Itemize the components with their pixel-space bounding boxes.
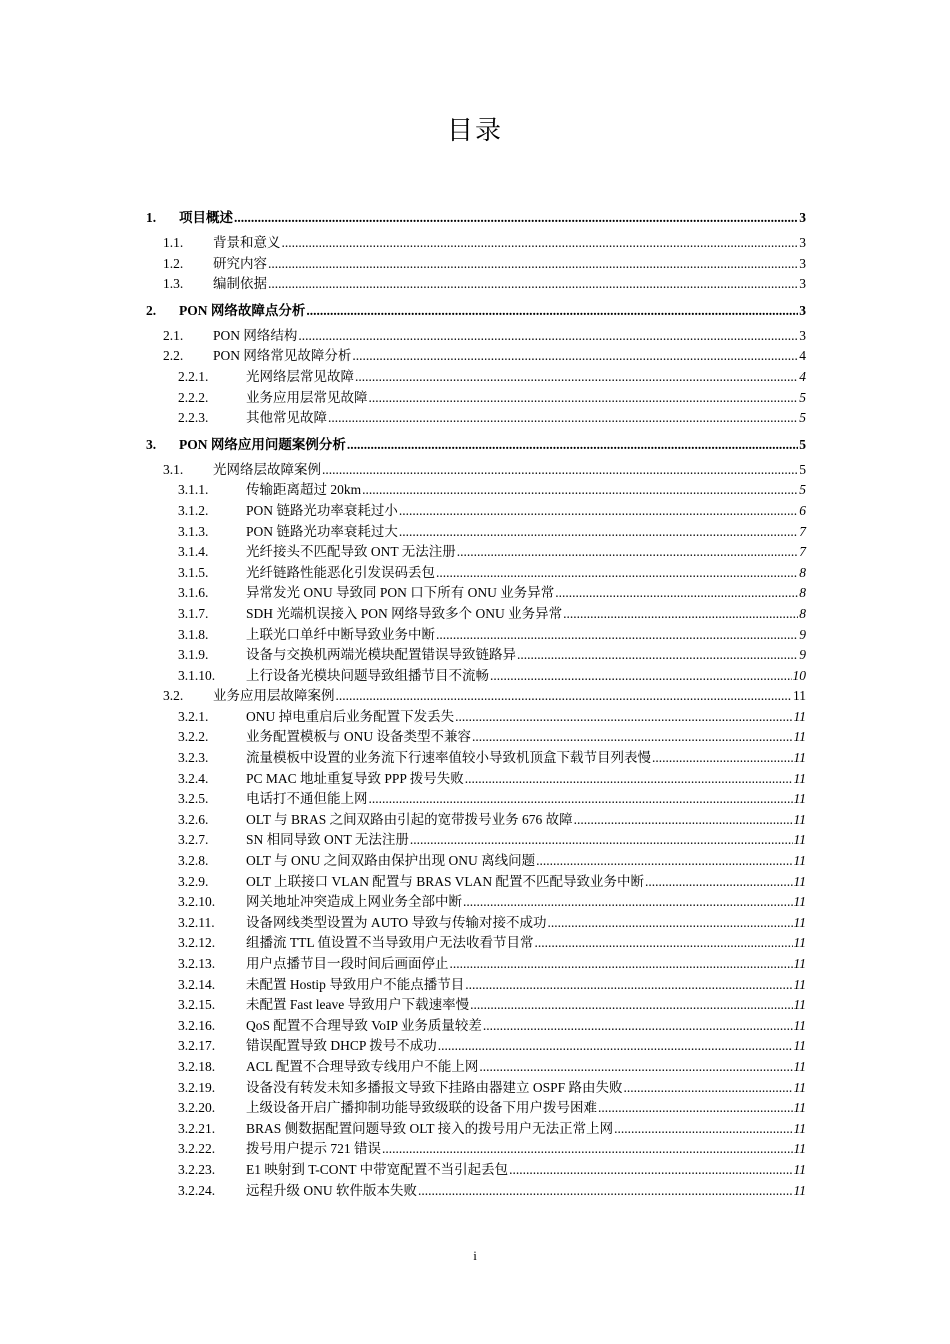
dot-leader [450, 954, 793, 975]
dot-leader [369, 789, 793, 810]
toc-entry-title: E1 映射到 T-CONT 中带宽配置不当引起丢包 [246, 1161, 509, 1177]
toc-entry-title: 组播流 TTL 值设置不当导致用户无法收看节目常 [246, 935, 534, 951]
dot-leader [535, 933, 793, 954]
dot-leader [563, 604, 798, 625]
dot-leader [517, 645, 798, 666]
toc-entry[interactable] [146, 954, 806, 975]
toc-entry-number: 3.2.13. [178, 956, 216, 971]
toc-entry-title: 网关地址冲突造成上网业务全部中断 [246, 894, 462, 910]
toc-entry-title: 设备与交换机两端光模块配置错误导致链路异 [246, 647, 516, 663]
toc-entry-page: 11 [793, 708, 806, 724]
toc-entry-number: 3.1.2. [178, 502, 209, 518]
toc-entry-page: 11 [793, 1079, 806, 1095]
toc-entry-page: 3 [799, 255, 806, 271]
toc-entry[interactable] [146, 851, 806, 872]
toc-entry-number: 2.2.3. [178, 410, 209, 426]
toc-entry-title: 异常发光 ONU 导致同 PON 口下所有 ONU 业务异常 [246, 585, 555, 601]
dot-leader [347, 435, 798, 455]
toc-entry-page: 11 [793, 956, 806, 971]
toc-entry-title: 业务应用层故障案例 [213, 688, 335, 704]
toc-entry-title: ACL 配置不合理导致专线用户不能上网 [246, 1058, 479, 1074]
toc-entry-page: 3 [799, 327, 806, 343]
toc-entry-title: PON 链路光功率衰耗过小 [246, 502, 398, 518]
toc-entry-title: 上行设备光模块问题导致组播节目不流畅 [246, 667, 489, 683]
toc-entry-number: 3.2.4. [178, 770, 209, 786]
toc-entry-page: 11 [793, 894, 806, 910]
toc-entry-title: 错误配置导致 DHCP 拨号不成功 [246, 1038, 437, 1054]
toc-entry-page: 3 [799, 210, 806, 225]
dot-leader [479, 1057, 792, 1078]
toc-entry-number: 3.1.3. [178, 523, 209, 539]
toc-entry-title: 业务配置模板与 ONU 设备类型不兼容 [246, 729, 471, 745]
toc-entry-title: 拨号用户提示 721 错误 [246, 1141, 381, 1157]
dot-leader [465, 769, 793, 790]
dot-leader [614, 1119, 792, 1140]
toc-entry-title: 上级设备开启广播抑制功能导致级联的设备下用户拨号困难 [246, 1100, 597, 1116]
toc-entry[interactable] [146, 810, 806, 831]
toc-entry-number: 3.1.1. [178, 482, 209, 498]
toc-entry-page: 11 [793, 1017, 806, 1033]
toc-entry[interactable] [146, 1036, 806, 1057]
toc-entry-number: 3.2.23. [178, 1161, 216, 1177]
toc-entry-number: 3.2.7. [178, 832, 209, 848]
toc-entry-page: 8 [799, 564, 806, 580]
toc-entry-page: 5 [799, 461, 806, 477]
toc-entry-page: 9 [799, 647, 806, 663]
dot-leader [574, 810, 793, 831]
toc-entry-page: 11 [793, 1038, 806, 1054]
toc-entry-title: 研究内容 [213, 255, 267, 271]
toc-entry-page: 3 [799, 302, 806, 318]
dot-leader [436, 625, 798, 646]
toc-entry-number: 3.1.8. [178, 626, 209, 642]
toc-entry-number: 3.2.5. [178, 791, 209, 807]
toc-entry[interactable] [146, 501, 806, 522]
dot-leader [328, 408, 798, 429]
dot-leader [457, 542, 798, 563]
toc-entry-number: 3.1.6. [178, 585, 209, 601]
toc-entry-number: 3.2.19. [178, 1079, 216, 1095]
toc-entry[interactable] [146, 666, 806, 687]
dot-leader [652, 748, 793, 769]
toc-entry-page: 11 [793, 873, 806, 889]
toc-entry[interactable] [146, 1119, 806, 1140]
dot-leader [598, 1098, 793, 1119]
toc-entry-page: 10 [792, 667, 806, 683]
toc-entry-title: PC MAC 地址重复导致 PPP 拨号失败 [246, 770, 464, 786]
toc-entry[interactable] [146, 645, 806, 666]
toc-entry[interactable] [146, 707, 806, 728]
toc-entry-number: 3.1.10. [178, 667, 216, 683]
toc-entry[interactable] [146, 542, 806, 563]
dot-leader [472, 727, 793, 748]
toc-entry-number: 3.1.7. [178, 605, 209, 621]
toc-entry[interactable] [146, 233, 806, 254]
toc-entry-number: 3.2.11. [178, 914, 215, 930]
toc-entry-number: 1.1. [163, 235, 184, 250]
dot-leader [234, 208, 798, 228]
toc-entry-number: 3.2.20. [178, 1100, 216, 1116]
toc-entry-page: 11 [793, 935, 806, 951]
dot-leader [410, 830, 793, 851]
toc-entry-page: 11 [793, 1161, 806, 1177]
toc-entry-title: 项目概述 [179, 210, 233, 225]
toc-entry-page: 11 [793, 1100, 806, 1116]
dot-leader [465, 975, 792, 996]
toc-entry-number: 3. [146, 436, 157, 452]
dot-leader [438, 1036, 793, 1057]
dot-leader [470, 995, 792, 1016]
toc-entry-page: 11 [793, 832, 806, 848]
toc-entry-number: 3.1.9. [178, 647, 209, 663]
toc-entry-number: 2.2.2. [178, 389, 209, 405]
toc-entry-title: 未配置 Hostip 导致用户不能点播节目 [246, 976, 465, 992]
toc-entry-title: 光纤链路性能恶化引发误码丢包 [246, 564, 435, 580]
toc-entry-number: 3.2.24. [178, 1182, 216, 1198]
toc-entry-page: 3 [799, 276, 806, 292]
dot-leader [369, 388, 799, 409]
dot-leader [490, 666, 792, 687]
toc-entry[interactable] [146, 346, 806, 367]
toc-entry[interactable] [146, 326, 806, 347]
toc-entry-number: 3.1.4. [178, 544, 209, 560]
dot-leader [645, 872, 792, 893]
toc-entry-title: OLT 与 ONU 之间双路由保护出现 ONU 离线问题 [246, 853, 536, 869]
toc-entry-page: 11 [793, 729, 806, 745]
toc-entry-number: 2.1. [163, 327, 184, 343]
toc-entry-page: 11 [793, 811, 806, 827]
dot-leader [298, 326, 798, 347]
toc-entry-title: 其他常见故障 [246, 410, 327, 426]
toc-entry[interactable] [146, 1078, 806, 1099]
toc-entry-number: 3.2.16. [178, 1017, 216, 1033]
toc-entry-title: 光纤接头不匹配导致 ONT 无法注册 [246, 544, 456, 560]
toc-entry[interactable] [146, 625, 806, 646]
toc-entry-title: QoS 配置不合理导致 VoIP 业务质量较差 [246, 1017, 482, 1033]
toc-entry[interactable] [146, 301, 806, 321]
toc-entry-title: 未配置 Fast leave 导致用户下载速率慢 [246, 997, 470, 1013]
toc-entry-title: 光网络层故障案例 [213, 461, 321, 477]
dot-leader [624, 1078, 793, 1099]
toc-entry-page: 11 [793, 914, 806, 930]
toc-entry-page: 5 [799, 410, 806, 426]
toc-entry-page: 5 [799, 436, 806, 452]
toc-entry-number: 3.2.10. [178, 894, 216, 910]
toc-entry[interactable] [146, 913, 806, 934]
toc-entry[interactable] [146, 748, 806, 769]
dot-leader [352, 346, 798, 367]
toc-entry[interactable] [146, 1181, 806, 1202]
dot-leader [362, 480, 798, 501]
toc-entry[interactable] [146, 769, 806, 790]
toc-entry-page: 11 [793, 770, 806, 786]
toc-entry-title: 用户点播节目一段时间后画面停止 [246, 956, 449, 971]
toc-entry[interactable] [146, 1139, 806, 1160]
toc-entry[interactable] [146, 995, 806, 1016]
toc-entry[interactable] [146, 686, 806, 707]
dot-leader [399, 501, 798, 522]
toc-entry[interactable] [146, 435, 806, 455]
dot-leader [282, 233, 799, 254]
toc-entry[interactable] [146, 522, 806, 543]
toc-entry-number: 3.1. [163, 461, 184, 477]
dot-leader [268, 274, 798, 295]
toc-entry-number: 3.2.22. [178, 1141, 216, 1157]
toc-entry[interactable] [146, 892, 806, 913]
toc-entry[interactable] [146, 1098, 806, 1119]
toc-entry-number: 3.2.2. [178, 729, 209, 745]
toc-entry-title: PON 链路光功率衰耗过大 [246, 523, 398, 539]
toc-entry[interactable] [146, 367, 806, 388]
toc-entry-number: 3.2.17. [178, 1038, 216, 1054]
toc-entry-title: OLT 上联接口 VLAN 配置与 BRAS VLAN 配置不匹配导致业务中断 [246, 873, 645, 889]
toc-entry[interactable] [146, 727, 806, 748]
dot-leader [555, 583, 798, 604]
toc-entry-page: 7 [799, 523, 806, 539]
toc-entry-title: BRAS 侧数据配置问题导致 OLT 接入的拨号用户无法正常上网 [246, 1120, 614, 1136]
dot-leader [418, 1181, 793, 1202]
toc-entry[interactable] [146, 1160, 806, 1181]
table-of-contents [146, 202, 806, 1201]
toc-entry-number: 3.2.8. [178, 853, 209, 869]
toc-entry-page: 11 [793, 791, 806, 807]
toc-entry-number: 3.2.18. [178, 1058, 216, 1074]
toc-entry[interactable] [146, 388, 806, 409]
toc-entry-title: SDH 光端机误接入 PON 网络导致多个 ONU 业务异常 [246, 605, 563, 621]
dot-leader [463, 892, 793, 913]
dot-leader [322, 460, 798, 481]
toc-entry-page: 6 [799, 502, 806, 518]
toc-entry-page: 11 [793, 1182, 806, 1198]
toc-entry[interactable] [146, 460, 806, 481]
dot-leader [483, 1016, 793, 1037]
toc-entry[interactable] [146, 1016, 806, 1037]
dot-leader [548, 913, 793, 934]
toc-entry-page: 8 [799, 605, 806, 621]
dot-leader [306, 301, 798, 321]
toc-entry[interactable] [146, 254, 806, 275]
toc-entry-page: 11 [793, 997, 806, 1013]
toc-entry-page: 4 [799, 368, 806, 384]
toc-entry[interactable] [146, 408, 806, 429]
toc-entry[interactable] [146, 1057, 806, 1078]
dot-leader [268, 254, 798, 275]
toc-entry-page: 11 [793, 1141, 806, 1157]
toc-entry-number: 1.3. [163, 276, 184, 292]
toc-entry-page: 4 [799, 348, 806, 364]
toc-entry-page: 11 [793, 688, 806, 704]
toc-entry-number: 2.2.1. [178, 368, 209, 384]
toc-entry-number: 3.2.12. [178, 935, 216, 951]
toc-entry-number: 3.1.5. [178, 564, 209, 580]
toc-entry[interactable] [146, 480, 806, 501]
toc-entry[interactable] [146, 274, 806, 295]
toc-entry-title: PON 网络故障点分析 [179, 302, 306, 318]
toc-entry-number: 3.2.9. [178, 873, 209, 889]
toc-entry-title: 设备网线类型设置为 AUTO 导致与传输对接不成功 [246, 914, 547, 930]
toc-entry-title: OLT 与 BRAS 之间双路由引起的宽带拨号业务 676 故障 [246, 811, 573, 827]
toc-entry-title: 编制依据 [213, 276, 267, 292]
toc-entry-title: 远程升级 ONU 软件版本失败 [246, 1182, 417, 1198]
toc-entry-number: 3.2. [163, 688, 184, 704]
dot-leader [536, 851, 792, 872]
toc-entry-page: 11 [793, 976, 806, 992]
toc-entry-number: 3.2.14. [178, 976, 216, 992]
toc-entry-page: 11 [793, 1058, 806, 1074]
dot-leader [455, 707, 792, 728]
toc-entry-title: 光网络层常见故障 [246, 368, 354, 384]
dot-leader [399, 522, 798, 543]
toc-entry[interactable] [146, 975, 806, 996]
toc-entry-page: 11 [793, 750, 806, 766]
toc-entry-number: 3.2.1. [178, 708, 209, 724]
page-title: 目录 [446, 116, 503, 145]
toc-entry-page: 8 [799, 585, 806, 601]
toc-entry[interactable] [146, 208, 806, 228]
toc-entry-page: 11 [793, 1120, 806, 1136]
toc-entry-number: 3.2.6. [178, 811, 209, 827]
toc-entry-page: 9 [799, 626, 806, 642]
toc-entry-number: 2.2. [163, 348, 184, 364]
toc-entry-title: PON 网络结构 [213, 327, 298, 343]
toc-entry-number: 1. [146, 210, 157, 225]
toc-entry-title: 传输距离超过 20km [246, 482, 362, 498]
toc-entry-number: 3.2.15. [178, 997, 216, 1013]
toc-entry-number: 2. [146, 302, 157, 318]
toc-entry[interactable] [146, 563, 806, 584]
toc-entry-title: 背景和意义 [213, 235, 281, 250]
toc-entry-page: 3 [799, 235, 806, 250]
toc-entry-page: 7 [799, 544, 806, 560]
dot-leader [336, 686, 793, 707]
toc-entry[interactable] [146, 604, 806, 625]
toc-entry-title: 电话打不通但能上网 [246, 791, 368, 807]
toc-entry[interactable] [146, 830, 806, 851]
toc-entry-number: 1.2. [163, 255, 184, 271]
toc-entry-title: 流量模板中设置的业务流下行速率值较小导致机顶盒下载节目列表慢 [246, 750, 651, 766]
toc-entry-title: 上联光口单纤中断导致业务中断 [246, 626, 435, 642]
page-number: i [473, 1248, 477, 1263]
toc-entry-title: PON 网络常见故障分析 [213, 348, 352, 364]
toc-entry[interactable] [146, 789, 806, 810]
toc-entry-number: 3.2.3. [178, 750, 209, 766]
toc-entry-title: PON 网络应用问题案例分析 [179, 436, 346, 452]
toc-entry[interactable] [146, 933, 806, 954]
toc-entry-number: 3.2.21. [178, 1120, 216, 1136]
toc-entry-title: SN 相同导致 ONT 无法注册 [246, 832, 409, 848]
dot-leader [382, 1139, 793, 1160]
toc-entry-title: 设备没有转发未知多播报文导致下挂路由器建立 OSPF 路由失败 [246, 1079, 623, 1095]
toc-entry[interactable] [146, 583, 806, 604]
toc-entry-title: 业务应用层常见故障 [246, 389, 368, 405]
toc-entry-page: 5 [799, 389, 806, 405]
dot-leader [355, 367, 798, 388]
toc-entry[interactable] [146, 872, 806, 893]
toc-entry-page: 5 [799, 482, 806, 498]
toc-entry-title: ONU 掉电重启后业务配置下发丢失 [246, 708, 455, 724]
dot-leader [509, 1160, 792, 1181]
dot-leader [436, 563, 798, 584]
toc-entry-page: 11 [793, 853, 806, 869]
